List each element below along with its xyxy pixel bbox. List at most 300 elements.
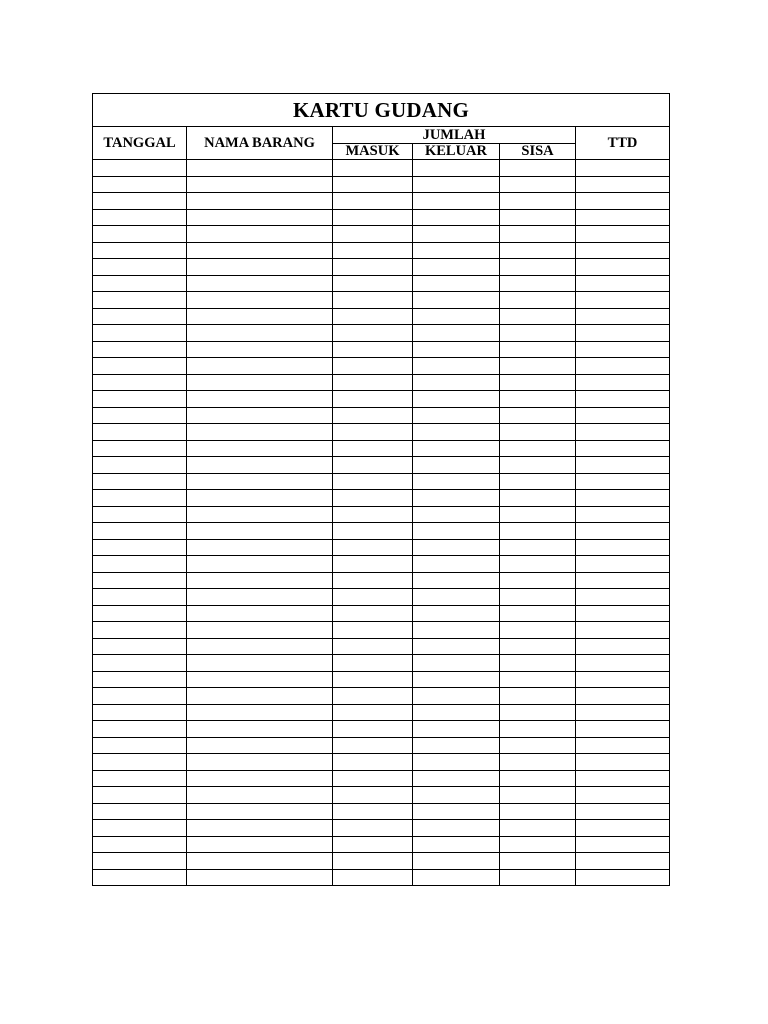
cell-keluar [413, 572, 500, 589]
cell-ttd [576, 292, 670, 309]
cell-keluar [413, 737, 500, 754]
cell-nama-barang [187, 407, 333, 424]
cell-tanggal [93, 209, 187, 226]
cell-masuk [333, 407, 413, 424]
cell-nama-barang [187, 869, 333, 886]
cell-tanggal [93, 787, 187, 804]
cell-keluar [413, 523, 500, 540]
cell-keluar [413, 275, 500, 292]
kartu-gudang-form [92, 93, 669, 886]
table-row [93, 671, 670, 688]
cell-tanggal [93, 292, 187, 309]
cell-keluar [413, 820, 500, 837]
cell-nama-barang [187, 605, 333, 622]
cell-keluar [413, 358, 500, 375]
cell-masuk [333, 688, 413, 705]
cell-ttd [576, 671, 670, 688]
cell-masuk [333, 836, 413, 853]
cell-ttd [576, 638, 670, 655]
cell-ttd [576, 803, 670, 820]
cell-sisa [500, 556, 576, 573]
cell-tanggal [93, 176, 187, 193]
cell-ttd [576, 424, 670, 441]
table-row [93, 803, 670, 820]
table-row [93, 242, 670, 259]
cell-nama-barang [187, 737, 333, 754]
cell-nama-barang [187, 424, 333, 441]
cell-nama-barang [187, 803, 333, 820]
cell-ttd [576, 391, 670, 408]
cell-nama-barang [187, 721, 333, 738]
cell-masuk [333, 473, 413, 490]
table-row [93, 473, 670, 490]
cell-nama-barang [187, 308, 333, 325]
column-header-keluar: KELUAR [413, 144, 500, 160]
cell-sisa [500, 341, 576, 358]
table-row [93, 358, 670, 375]
cell-tanggal [93, 457, 187, 474]
cell-keluar [413, 803, 500, 820]
cell-tanggal [93, 424, 187, 441]
cell-tanggal [93, 770, 187, 787]
cell-nama-barang [187, 556, 333, 573]
cell-nama-barang [187, 490, 333, 507]
cell-tanggal [93, 655, 187, 672]
cell-keluar [413, 853, 500, 870]
cell-sisa [500, 506, 576, 523]
cell-tanggal [93, 803, 187, 820]
table-row [93, 688, 670, 705]
cell-tanggal [93, 193, 187, 210]
cell-tanggal [93, 589, 187, 606]
cell-sisa [500, 836, 576, 853]
cell-nama-barang [187, 242, 333, 259]
table-row [93, 176, 670, 193]
cell-keluar [413, 160, 500, 177]
cell-ttd [576, 308, 670, 325]
cell-tanggal [93, 490, 187, 507]
cell-masuk [333, 605, 413, 622]
cell-tanggal [93, 308, 187, 325]
cell-masuk [333, 589, 413, 606]
cell-masuk [333, 259, 413, 276]
cell-ttd [576, 259, 670, 276]
cell-keluar [413, 308, 500, 325]
cell-sisa [500, 638, 576, 655]
cell-sisa [500, 473, 576, 490]
cell-sisa [500, 589, 576, 606]
cell-sisa [500, 176, 576, 193]
cell-sisa [500, 820, 576, 837]
cell-masuk [333, 572, 413, 589]
table-row [93, 721, 670, 738]
cell-tanggal [93, 341, 187, 358]
table-row [93, 325, 670, 342]
cell-ttd [576, 787, 670, 804]
cell-ttd [576, 836, 670, 853]
cell-tanggal [93, 473, 187, 490]
cell-masuk [333, 325, 413, 342]
cell-ttd [576, 440, 670, 457]
table-row [93, 407, 670, 424]
table-row [93, 209, 670, 226]
cell-sisa [500, 539, 576, 556]
cell-keluar [413, 506, 500, 523]
cell-keluar [413, 209, 500, 226]
cell-keluar [413, 836, 500, 853]
table-row [93, 787, 670, 804]
cell-masuk [333, 440, 413, 457]
cell-keluar [413, 325, 500, 342]
cell-keluar [413, 589, 500, 606]
cell-nama-barang [187, 671, 333, 688]
table-row [93, 754, 670, 771]
cell-nama-barang [187, 820, 333, 837]
table-row [93, 836, 670, 853]
cell-sisa [500, 853, 576, 870]
cell-keluar [413, 473, 500, 490]
cell-ttd [576, 473, 670, 490]
cell-masuk [333, 308, 413, 325]
cell-ttd [576, 704, 670, 721]
cell-masuk [333, 424, 413, 441]
table-body [93, 160, 670, 886]
cell-masuk [333, 341, 413, 358]
cell-tanggal [93, 820, 187, 837]
cell-sisa [500, 391, 576, 408]
cell-sisa [500, 737, 576, 754]
cell-keluar [413, 688, 500, 705]
cell-masuk [333, 737, 413, 754]
cell-ttd [576, 242, 670, 259]
cell-nama-barang [187, 787, 333, 804]
cell-nama-barang [187, 259, 333, 276]
cell-tanggal [93, 754, 187, 771]
cell-nama-barang [187, 523, 333, 540]
cell-tanggal [93, 622, 187, 639]
cell-nama-barang [187, 853, 333, 870]
cell-sisa [500, 688, 576, 705]
cell-sisa [500, 457, 576, 474]
cell-nama-barang [187, 325, 333, 342]
table-row [93, 160, 670, 177]
cell-nama-barang [187, 160, 333, 177]
cell-keluar [413, 671, 500, 688]
cell-nama-barang [187, 440, 333, 457]
cell-ttd [576, 605, 670, 622]
table-row [93, 457, 670, 474]
cell-sisa [500, 523, 576, 540]
cell-ttd [576, 374, 670, 391]
table-row [93, 391, 670, 408]
cell-sisa [500, 869, 576, 886]
table-row [93, 523, 670, 540]
column-header-nama-barang: NAMA BARANG [187, 127, 333, 160]
cell-ttd [576, 572, 670, 589]
stock-card-table [92, 93, 670, 886]
cell-sisa [500, 622, 576, 639]
cell-sisa [500, 787, 576, 804]
cell-tanggal [93, 572, 187, 589]
cell-masuk [333, 704, 413, 721]
cell-keluar [413, 259, 500, 276]
cell-masuk [333, 556, 413, 573]
cell-keluar [413, 407, 500, 424]
cell-ttd [576, 341, 670, 358]
table-row [93, 704, 670, 721]
cell-tanggal [93, 275, 187, 292]
cell-masuk [333, 506, 413, 523]
column-header-ttd: TTD [576, 127, 670, 160]
cell-keluar [413, 704, 500, 721]
cell-ttd [576, 853, 670, 870]
table-row [93, 638, 670, 655]
cell-sisa [500, 704, 576, 721]
cell-tanggal [93, 226, 187, 243]
cell-nama-barang [187, 275, 333, 292]
cell-keluar [413, 754, 500, 771]
cell-keluar [413, 176, 500, 193]
cell-keluar [413, 539, 500, 556]
cell-tanggal [93, 440, 187, 457]
cell-tanggal [93, 242, 187, 259]
table-row [93, 655, 670, 672]
cell-keluar [413, 622, 500, 639]
cell-nama-barang [187, 572, 333, 589]
cell-masuk [333, 490, 413, 507]
cell-keluar [413, 770, 500, 787]
column-header-sisa: SISA [500, 144, 576, 160]
cell-sisa [500, 226, 576, 243]
table-row [93, 308, 670, 325]
table-row [93, 853, 670, 870]
cell-sisa [500, 160, 576, 177]
cell-ttd [576, 325, 670, 342]
cell-keluar [413, 341, 500, 358]
cell-tanggal [93, 853, 187, 870]
cell-tanggal [93, 259, 187, 276]
cell-ttd [576, 275, 670, 292]
cell-ttd [576, 407, 670, 424]
cell-masuk [333, 853, 413, 870]
table-row [93, 556, 670, 573]
cell-keluar [413, 787, 500, 804]
table-row [93, 589, 670, 606]
cell-nama-barang [187, 176, 333, 193]
cell-nama-barang [187, 589, 333, 606]
cell-nama-barang [187, 836, 333, 853]
cell-tanggal [93, 688, 187, 705]
cell-sisa [500, 193, 576, 210]
cell-masuk [333, 721, 413, 738]
cell-keluar [413, 374, 500, 391]
cell-nama-barang [187, 770, 333, 787]
cell-nama-barang [187, 358, 333, 375]
cell-masuk [333, 193, 413, 210]
cell-nama-barang [187, 704, 333, 721]
cell-sisa [500, 490, 576, 507]
cell-tanggal [93, 605, 187, 622]
cell-tanggal [93, 523, 187, 540]
cell-masuk [333, 209, 413, 226]
document-title: KARTU GUDANG [93, 94, 670, 127]
cell-masuk [333, 754, 413, 771]
cell-ttd [576, 506, 670, 523]
cell-sisa [500, 572, 576, 589]
cell-keluar [413, 721, 500, 738]
cell-nama-barang [187, 209, 333, 226]
cell-sisa [500, 209, 576, 226]
cell-tanggal [93, 556, 187, 573]
cell-tanggal [93, 836, 187, 853]
table-row [93, 572, 670, 589]
table-row [93, 259, 670, 276]
cell-ttd [576, 770, 670, 787]
table-row [93, 869, 670, 886]
table-row [93, 292, 670, 309]
table-row [93, 226, 670, 243]
cell-masuk [333, 869, 413, 886]
cell-ttd [576, 226, 670, 243]
cell-ttd [576, 176, 670, 193]
cell-nama-barang [187, 193, 333, 210]
cell-sisa [500, 655, 576, 672]
cell-ttd [576, 523, 670, 540]
column-header-masuk: MASUK [333, 144, 413, 160]
cell-ttd [576, 556, 670, 573]
cell-tanggal [93, 325, 187, 342]
table-row [93, 424, 670, 441]
table-row [93, 605, 670, 622]
cell-keluar [413, 605, 500, 622]
cell-nama-barang [187, 638, 333, 655]
cell-masuk [333, 160, 413, 177]
cell-keluar [413, 226, 500, 243]
cell-ttd [576, 688, 670, 705]
cell-nama-barang [187, 506, 333, 523]
cell-masuk [333, 292, 413, 309]
cell-ttd [576, 209, 670, 226]
cell-ttd [576, 193, 670, 210]
cell-ttd [576, 655, 670, 672]
cell-keluar [413, 242, 500, 259]
cell-ttd [576, 820, 670, 837]
cell-sisa [500, 292, 576, 309]
cell-tanggal [93, 160, 187, 177]
cell-sisa [500, 308, 576, 325]
cell-tanggal [93, 671, 187, 688]
cell-sisa [500, 259, 576, 276]
cell-masuk [333, 638, 413, 655]
cell-sisa [500, 325, 576, 342]
cell-sisa [500, 440, 576, 457]
table-row [93, 374, 670, 391]
cell-sisa [500, 407, 576, 424]
cell-sisa [500, 671, 576, 688]
cell-sisa [500, 754, 576, 771]
table-row [93, 820, 670, 837]
cell-masuk [333, 803, 413, 820]
cell-sisa [500, 605, 576, 622]
cell-tanggal [93, 506, 187, 523]
cell-keluar [413, 292, 500, 309]
cell-sisa [500, 358, 576, 375]
cell-nama-barang [187, 754, 333, 771]
cell-ttd [576, 490, 670, 507]
cell-ttd [576, 737, 670, 754]
cell-tanggal [93, 374, 187, 391]
cell-sisa [500, 803, 576, 820]
table-row [93, 622, 670, 639]
table-row [93, 539, 670, 556]
cell-keluar [413, 391, 500, 408]
cell-sisa [500, 374, 576, 391]
cell-ttd [576, 539, 670, 556]
cell-nama-barang [187, 539, 333, 556]
cell-masuk [333, 523, 413, 540]
cell-tanggal [93, 737, 187, 754]
cell-sisa [500, 242, 576, 259]
cell-nama-barang [187, 622, 333, 639]
cell-masuk [333, 770, 413, 787]
cell-ttd [576, 160, 670, 177]
table-row [93, 341, 670, 358]
cell-keluar [413, 638, 500, 655]
cell-tanggal [93, 539, 187, 556]
cell-sisa [500, 770, 576, 787]
cell-ttd [576, 457, 670, 474]
table-row [93, 275, 670, 292]
table-row [93, 440, 670, 457]
cell-ttd [576, 721, 670, 738]
cell-masuk [333, 539, 413, 556]
cell-keluar [413, 655, 500, 672]
cell-ttd [576, 622, 670, 639]
cell-nama-barang [187, 374, 333, 391]
cell-keluar [413, 556, 500, 573]
column-header-tanggal: TANGGAL [93, 127, 187, 160]
column-group-header-jumlah: JUMLAH [333, 127, 576, 144]
cell-keluar [413, 869, 500, 886]
cell-keluar [413, 490, 500, 507]
cell-masuk [333, 655, 413, 672]
cell-nama-barang [187, 473, 333, 490]
cell-nama-barang [187, 457, 333, 474]
cell-masuk [333, 622, 413, 639]
cell-tanggal [93, 638, 187, 655]
table-row [93, 770, 670, 787]
cell-keluar [413, 193, 500, 210]
cell-masuk [333, 226, 413, 243]
cell-tanggal [93, 721, 187, 738]
cell-tanggal [93, 869, 187, 886]
cell-sisa [500, 721, 576, 738]
cell-keluar [413, 457, 500, 474]
cell-keluar [413, 440, 500, 457]
cell-masuk [333, 457, 413, 474]
cell-ttd [576, 869, 670, 886]
cell-sisa [500, 275, 576, 292]
cell-nama-barang [187, 226, 333, 243]
cell-masuk [333, 275, 413, 292]
cell-masuk [333, 787, 413, 804]
cell-tanggal [93, 358, 187, 375]
cell-masuk [333, 358, 413, 375]
table-row [93, 490, 670, 507]
cell-tanggal [93, 391, 187, 408]
cell-nama-barang [187, 292, 333, 309]
cell-masuk [333, 176, 413, 193]
